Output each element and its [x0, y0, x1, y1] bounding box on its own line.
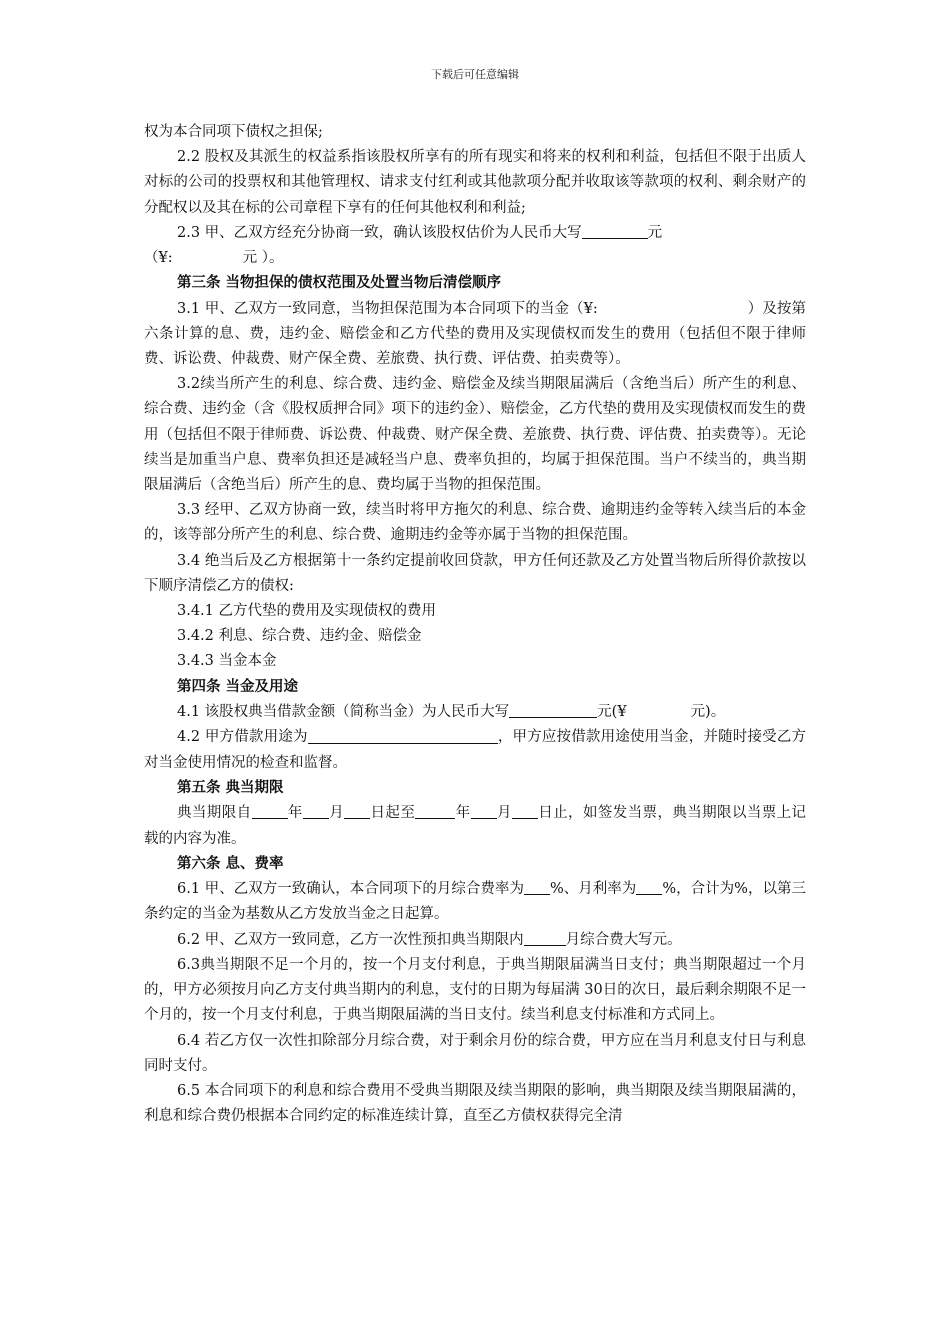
paragraph: 3.2续当所产生的利息、综合费、违约金、赔偿金及续当期限届满后（含绝当后）所产生的利息、综合费、违约金（含《股权质押合同》项下的违约金）、赔偿金，乙方代垫的费用及实现债权而发生的费用（包括但不限于律师费、诉讼费、仲裁费、财产保全费、差旅费、执行费、评估费、拍卖费等）。无论续当是加重当户息、费率负担还是减轻当户息、费率负担的，均属于担保范围。当户不续当的，典当期限届满后（含绝当后）所产生的息、费均属于当物的担保范围。 — [144, 376, 806, 494]
text: ）及按第六条计算的息、费，违约金、赔偿金和乙方代垫的费用及实现债权而发生的费用（包括但不限于律师费、诉讼费、仲裁费、财产保全费、差旅费、执行费、评估费、拍卖费等）。 — [144, 300, 807, 368]
text: 年 — [287, 805, 303, 822]
text: 6.2 甲、乙双方一致同意，乙方一次性预扣典当期限内 — [177, 931, 524, 948]
section-heading: 第三条 当物担保的债权范围及处置当物后清偿顺序 — [177, 275, 502, 292]
blank-field[interactable] — [308, 727, 498, 743]
paragraph — [144, 801, 806, 852]
text: 元 — [647, 225, 663, 242]
section-heading: 第五条 典当期限 — [177, 779, 284, 796]
text: （¥: — [144, 250, 173, 267]
paragraph: 2.2 股权及其派生的权益系指该股权所享有的所有现实和将来的权利和利益，包括但不限于出质人对标的公司的投票权和其他管理权、请求支付红利或其他款项分配并收取该等款项的权利、剩余财产的分配权以及其在标的公司章程下享有的任何其他权利和利益; — [144, 149, 806, 216]
paragraph: 权为本合同项下债权之担保; — [144, 124, 323, 140]
section-heading: 第四条 当金及用途 — [177, 678, 299, 695]
section-heading: 第六条 息、费率 — [177, 855, 284, 872]
blank-field[interactable] — [524, 879, 550, 895]
text: 月 — [328, 805, 345, 822]
text: 月 — [496, 805, 512, 822]
paragraph-valuation — [144, 221, 806, 272]
list-item: 3.4.1 乙方代垫的费用及实现债权的费用 — [177, 603, 437, 620]
blank-field[interactable] — [415, 803, 455, 819]
text: 元)。 — [690, 704, 726, 721]
blank-field[interactable] — [252, 803, 288, 819]
blank-field[interactable] — [344, 803, 370, 819]
text: ，甲方应按借款用途使用当金，并随时接受乙方对当金使用情况的检查和监督。 — [144, 729, 806, 771]
blank-field[interactable] — [524, 930, 566, 946]
text: 年 — [455, 805, 471, 822]
paragraph: 3.3 经甲、乙双方协商一致，续当时将甲方拖欠的利息、综合费、逾期违约金等转入续当后的本金的，该等部分所产生的利息、综合费、逾期违约金等亦属于当物的担保范围。 — [144, 502, 806, 544]
text: 典当期限自 — [177, 805, 252, 822]
paragraph — [144, 928, 806, 953]
paragraph — [144, 725, 806, 776]
page-header: 下载后可任意编辑 — [431, 68, 519, 81]
text: 元 ）。 — [242, 250, 284, 267]
blank-field[interactable] — [303, 803, 329, 819]
paragraph — [144, 700, 806, 725]
paragraph: 6.5 本合同项下的利息和综合费用不受典当期限及续当期限的影响，典当期限及续当期限届满的，利息和综合费仍根据本合同约定的标准连续计算，直至乙方债权获得完全清 — [144, 1083, 806, 1125]
text: 月综合费大写元。 — [565, 931, 682, 948]
blank-field[interactable] — [509, 702, 597, 718]
blank-field[interactable] — [512, 803, 538, 819]
blank-field[interactable] — [582, 223, 648, 239]
paragraph: 3.4 绝当后及乙方根据第十一条约定提前收回贷款，甲方任何还款及乙方处置当物后所得价款按以下顺序清偿乙方的债权: — [144, 552, 806, 594]
list-item: 3.4.2 利息、综合费、违约金、赔偿金 — [177, 628, 422, 645]
text: 4.1 该股权典当借款金额（简称当金）为人民币大写 — [177, 704, 510, 721]
paragraph: 6.4 若乙方仅一次性扣除部分月综合费，对于剩余月份的综合费，甲方应在当月利息支付日与利息同时支付。 — [144, 1032, 806, 1074]
text: %、月利率为 — [549, 881, 637, 898]
text: 4.2 甲方借款用途为 — [177, 729, 308, 746]
text: 日起至 — [370, 805, 416, 822]
paragraph — [144, 297, 806, 373]
list-item: 3.4.3 当金本金 — [177, 653, 277, 670]
paragraph — [144, 877, 806, 928]
paragraph: 6.3典当期限不足一个月的，按一个月支付利息，于典当期限届满当日支付；典当期限超过一个月的，甲方必须按月向乙方支付典当期内的利息，支付的日期为每届满 30日的次日，最后剩余期限不足一个月的，按一个月支付利息，于典当期限届满的当日支付。续当利息支付标准和方式同上。 — [144, 957, 806, 1024]
text: 元(¥ — [597, 704, 627, 721]
text: 2.3 甲、乙双方经充分协商一致，确认该股权估价为人民币大写 — [177, 225, 582, 242]
text: 6.1 甲、乙双方一致确认，本合同项下的月综合费率为 — [177, 881, 524, 898]
contract-body — [144, 120, 806, 1129]
text: 3.1 甲、乙双方一致同意，当物担保范围为本合同项下的当金（¥: — [177, 300, 598, 317]
text: 日止，如签发当票，典当期限以当票上记载的内容为准。 — [144, 805, 807, 847]
text: %，合计为%，以第三条约定的当金为基数从乙方发放当金之日起算。 — [144, 881, 806, 923]
blank-field[interactable] — [471, 803, 497, 819]
blank-field[interactable] — [636, 879, 662, 895]
